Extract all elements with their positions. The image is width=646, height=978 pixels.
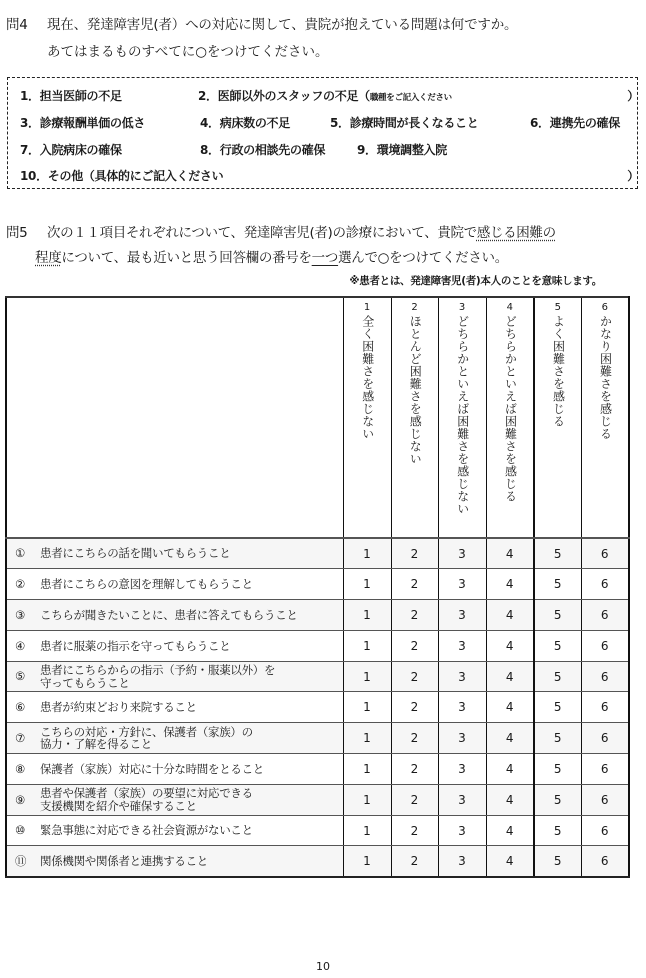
item-cell [6,754,343,785]
rating-option-3[interactable]: 3 [438,661,486,692]
column-number: 1 [363,302,371,313]
patient-definition-note: ※患者とは、発達障害児(者)本人のことを意味します。 [349,275,602,287]
item-number: ② [15,576,26,591]
item-number: ⑨ [15,792,26,807]
rating-option-6[interactable]: 6 [581,692,629,723]
item-text: 患者に服薬の指示を守ってもらうこと [40,638,231,653]
rating-option-5[interactable]: 5 [534,784,581,815]
item-text: 患者にこちらの話を聞いてもらうこと [40,546,231,561]
choice-10[interactable]: 10．その他（具体的にご記入ください [20,169,224,183]
rating-option-1[interactable]: 1 [343,692,391,723]
table-row [6,754,629,785]
rating-option-4[interactable]: 4 [486,600,534,631]
q4-choice-box [7,77,638,189]
item-text: 保護者（家族）対応に十分な時間をとること [40,761,264,776]
header-blank-cell [6,297,343,538]
rating-option-4[interactable]: 4 [486,661,534,692]
rating-option-6[interactable]: 6 [581,815,629,846]
rating-option-5[interactable]: 5 [534,569,581,600]
column-number: 2 [411,302,418,313]
q5-question-line2 [35,246,508,266]
rating-option-1[interactable]: 1 [343,538,391,569]
item-text: 関係機関や関係者と連携すること [40,853,208,868]
item-cell [6,846,343,877]
table-row [6,846,629,877]
column-number: 5 [554,302,561,313]
rating-option-3[interactable]: 3 [438,815,486,846]
item-content [7,609,343,622]
item-content [7,701,343,714]
rating-option-2[interactable]: 2 [391,569,438,600]
item-number: ⑤ [15,669,26,684]
item-text: 緊急事態に対応できる社会資源がないこと [40,823,253,838]
page-number: 10 [316,960,330,973]
item-number: ⑧ [15,761,26,776]
rating-option-4[interactable]: 4 [486,723,534,754]
table-row [6,630,629,661]
column-number: 3 [458,302,466,313]
column-number: 4 [506,302,513,313]
item-number: ⑦ [15,730,26,745]
rating-option-3[interactable]: 3 [438,754,486,785]
item-content [7,547,343,560]
rating-option-6[interactable]: 6 [581,569,629,600]
rating-option-2[interactable]: 2 [391,754,438,785]
item-cell [6,784,343,815]
choice-5[interactable]: 5．診療時間が長くなること [330,116,479,130]
table-row [6,692,629,723]
rating-option-5[interactable]: 5 [534,846,581,877]
q4-question [6,13,517,33]
rating-option-2[interactable]: 2 [391,846,438,877]
column-header-3 [438,297,486,538]
rating-option-6[interactable]: 6 [581,723,629,754]
rating-option-1[interactable]: 1 [343,754,391,785]
item-content [7,787,343,812]
rating-option-3[interactable]: 3 [438,569,486,600]
rating-option-1[interactable]: 1 [343,846,391,877]
q4-text-line1: 現在、発達障害児(者）への対応に関して、貴院が抱えている問題は何ですか。 [47,17,518,33]
rating-option-4[interactable]: 4 [486,754,534,785]
table-row [6,784,629,815]
choice-9[interactable]: 9．環境調整入院 [357,143,447,157]
choice-3[interactable]: 3．診療報酬単価の低さ [20,116,146,130]
rating-option-4[interactable]: 4 [486,784,534,815]
rating-option-2[interactable]: 2 [391,630,438,661]
rating-option-5[interactable]: 5 [534,538,581,569]
item-content [7,855,343,868]
rating-option-4[interactable]: 4 [486,569,534,600]
table-row [6,600,629,631]
rating-option-5[interactable]: 5 [534,815,581,846]
choice-2-note: 職種をご記入ください [369,93,452,103]
choice-2-close-paren: ） [627,89,639,103]
rating-option-5[interactable]: 5 [534,630,581,661]
table-row [6,815,629,846]
item-content [7,824,343,837]
rating-option-1[interactable]: 1 [343,784,391,815]
rating-option-5[interactable]: 5 [534,754,581,785]
item-text: こちらの対応・方針に、保護者（家族）の 協力・了解を得ること [40,724,253,752]
rating-option-5[interactable]: 5 [534,723,581,754]
column-header-content [582,298,629,440]
rating-option-4[interactable]: 4 [486,815,534,846]
rating-option-2[interactable]: 2 [391,692,438,723]
q5-text-c: 選んで○をつけてください。 [338,250,508,266]
rating-option-6[interactable]: 6 [581,754,629,785]
table-row [6,569,629,600]
rating-option-2[interactable]: 2 [391,538,438,569]
rating-option-1[interactable]: 1 [343,723,391,754]
table-header-row [6,297,629,538]
choice-10-close-paren: ） [627,169,639,183]
rating-option-3[interactable]: 3 [438,538,486,569]
q4-number: 問4 [6,17,28,33]
rating-option-2[interactable]: 2 [391,815,438,846]
q5-number: 問5 [6,225,28,241]
rating-option-3[interactable]: 3 [438,600,486,631]
item-content [7,763,343,776]
table-row [6,723,629,754]
choice-4[interactable]: 4．病床数の不足 [200,116,290,130]
table-row [6,661,629,692]
column-header-2 [391,297,438,538]
item-cell [6,600,343,631]
rating-option-1[interactable]: 1 [343,661,391,692]
rating-option-6[interactable]: 6 [581,784,629,815]
item-number: ③ [15,607,26,622]
q5-emphasis-2: 程度 [35,250,62,266]
item-cell [6,661,343,692]
column-number: 6 [601,302,608,313]
column-label: よく困難さを感じる [551,315,566,428]
item-text: 患者にこちらからの指示（予約・服薬以外）を 守ってもらうこと [40,663,276,690]
item-text: 患者が約束どおり来院すること [40,700,197,715]
item-cell [6,723,343,754]
column-header-content [535,298,581,428]
q5-emphasis-one: 一つ [311,250,339,266]
item-number: ① [15,546,26,561]
item-text: こちらが聞きたいことに、患者に答えてもらうこと [40,607,298,622]
rating-option-1[interactable]: 1 [343,815,391,846]
q5-text-b: について、最も近いと思う回答欄の番号を [61,250,312,266]
rating-option-3[interactable]: 3 [438,723,486,754]
rating-option-1[interactable]: 1 [343,569,391,600]
choice-2[interactable] [198,87,452,104]
item-cell [6,538,343,569]
choice-7[interactable]: 7．入院病床の確保 [20,143,122,157]
rating-option-2[interactable]: 2 [391,723,438,754]
item-text: 患者にこちらの意図を理解してもらうこと [40,576,253,591]
rating-option-4[interactable]: 4 [486,538,534,569]
column-header-content [392,298,438,465]
rating-option-2[interactable]: 2 [391,661,438,692]
q5-text-a: 次の１１項目それぞれについて、発達障害児(者)の診療において、貴院で [47,225,477,241]
rating-option-3[interactable]: 3 [438,692,486,723]
choice-8[interactable]: 8．行政の相談先の確保 [200,143,326,157]
column-header-5 [534,297,581,538]
rating-option-4[interactable]: 4 [486,692,534,723]
rating-option-5[interactable]: 5 [534,661,581,692]
choice-6[interactable]: 6．連携先の確保 [530,116,620,130]
rating-option-3[interactable]: 3 [438,784,486,815]
item-cell [6,569,343,600]
rating-option-3[interactable]: 3 [438,630,486,661]
column-header-content [344,298,391,440]
column-header-6 [581,297,629,538]
item-cell [6,815,343,846]
column-label: 全く困難さを感じない [360,315,375,440]
column-label: どちらかといえば困難さを感じない [455,315,470,515]
rating-option-1[interactable]: 1 [343,630,391,661]
item-number: ④ [15,638,26,653]
rating-option-5[interactable]: 5 [534,600,581,631]
item-cell [6,692,343,723]
item-content [7,664,343,689]
rating-option-4[interactable]: 4 [486,630,534,661]
rating-option-3[interactable]: 3 [438,846,486,877]
choice-2-label: 2．医師以外のスタッフの不足（ [198,89,370,103]
column-label: ほとんど困難さを感じない [408,315,423,465]
rating-option-6[interactable]: 6 [581,600,629,631]
rating-option-6[interactable]: 6 [581,661,629,692]
rating-option-6[interactable]: 6 [581,846,629,877]
q4-instruction: あてはまるものすべてに○をつけてください。 [47,44,329,60]
rating-option-5[interactable]: 5 [534,692,581,723]
item-content [7,726,343,751]
item-number: ⑩ [15,823,26,838]
table-row [6,538,629,569]
difficulty-rating-table [5,296,630,878]
column-label: どちらかといえば困難さを感じる [503,315,518,503]
item-number: ⑥ [15,700,26,715]
rating-option-1[interactable]: 1 [343,600,391,631]
item-cell [6,630,343,661]
rating-option-6[interactable]: 6 [581,538,629,569]
item-content [7,640,343,653]
column-header-content [487,298,534,503]
rating-option-2[interactable]: 2 [391,784,438,815]
rating-option-6[interactable]: 6 [581,630,629,661]
q5-emphasis-1: 感じる困難の [476,225,556,241]
rating-option-4[interactable]: 4 [486,846,534,877]
rating-option-2[interactable]: 2 [391,600,438,631]
column-label: かなり困難さを感じる [598,315,613,440]
column-header-4 [486,297,534,538]
column-header-content [439,298,486,515]
item-content [7,578,343,591]
item-text: 患者や保護者（家族）の要望に対応できる 支援機関を紹介や確保すること [40,786,253,813]
choice-1[interactable]: 1．担当医師の不足 [20,89,122,103]
column-header-1 [343,297,391,538]
item-number: ⑪ [15,853,27,868]
q5-question-line1 [6,221,556,241]
